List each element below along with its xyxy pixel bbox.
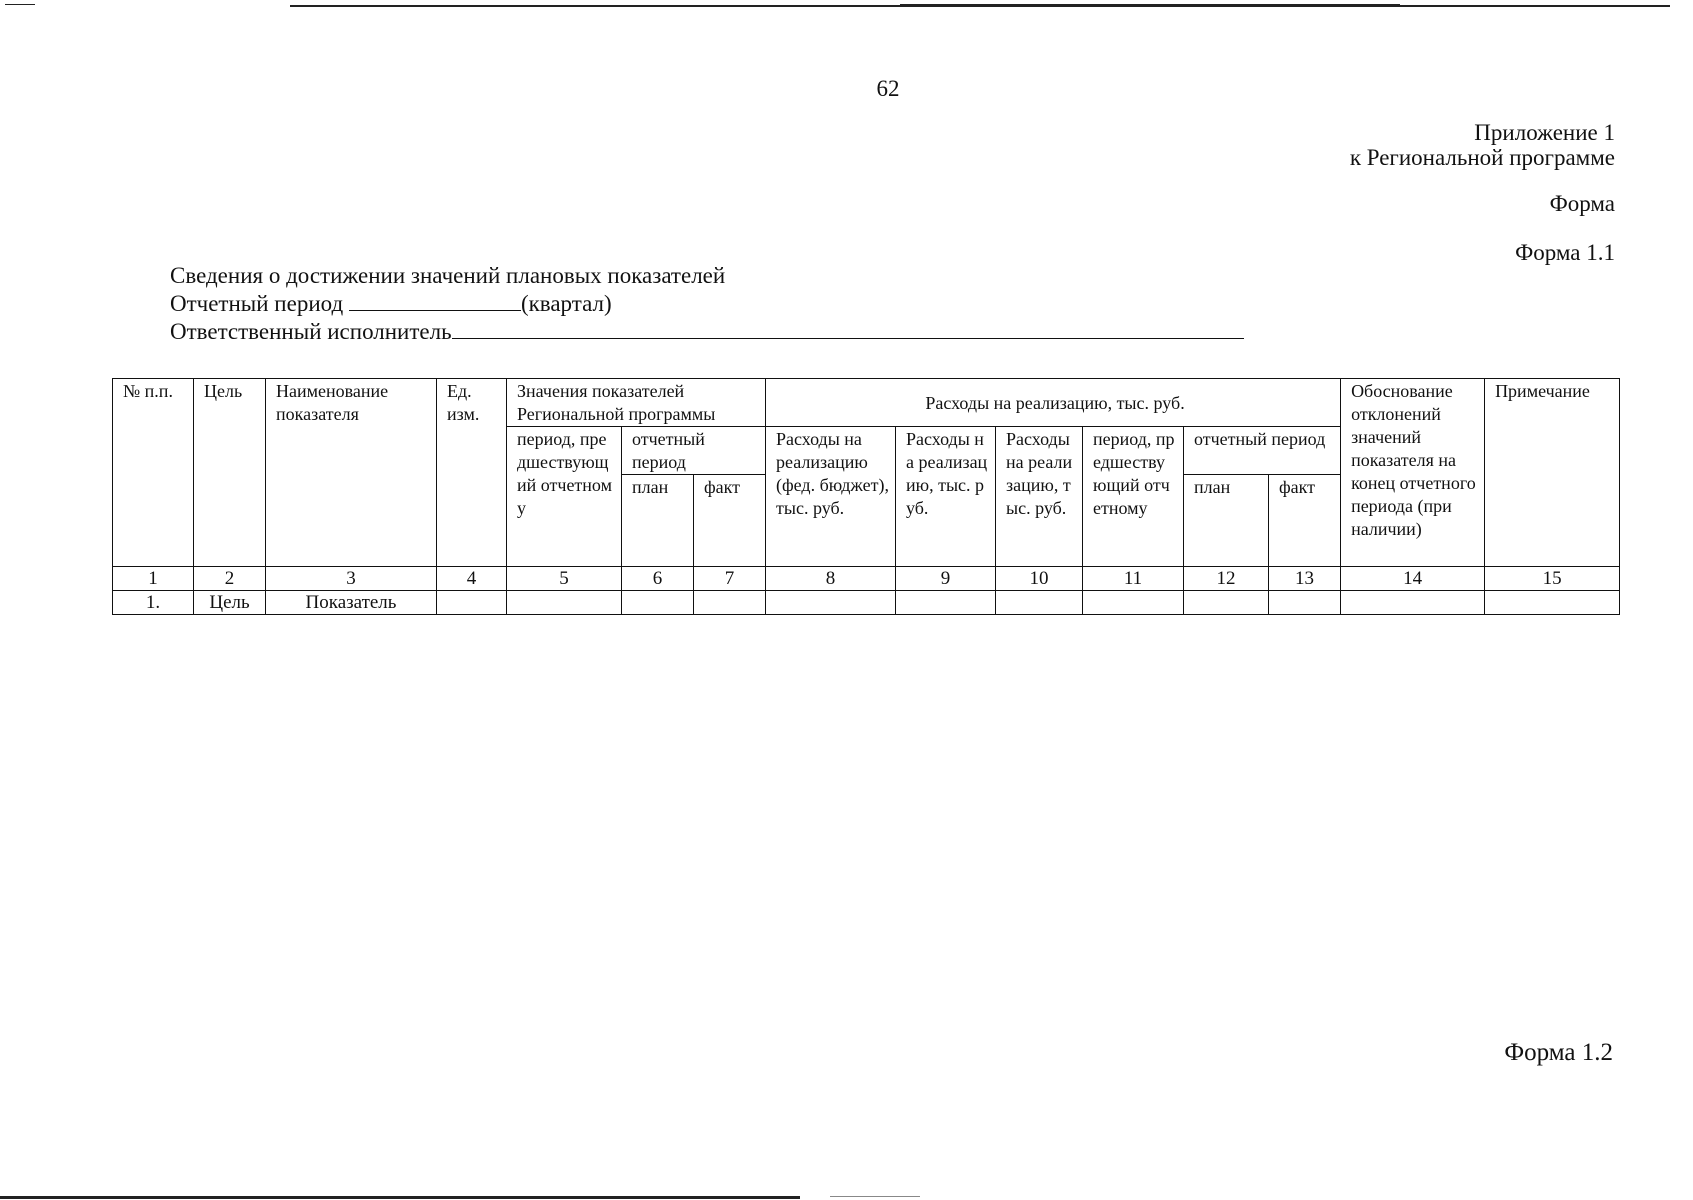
appendix-caption (1350, 120, 1615, 170)
col-number: 15 (1485, 567, 1620, 591)
next-form-number: Форма 1.2 (1504, 1039, 1613, 1066)
row-cell-empty (437, 591, 507, 615)
scan-border-bottom-faint (830, 1196, 920, 1197)
row-cell-empty (1083, 591, 1184, 615)
col-number: 7 (694, 567, 766, 591)
period-label: Отчетный период (170, 291, 344, 316)
row-cell-empty (766, 591, 896, 615)
header-prev-period: период, предшествующий отчетному (507, 427, 622, 567)
header-expenses-prev-period: период, предшествующий отчетному (1083, 427, 1184, 567)
col-number: 13 (1269, 567, 1341, 591)
header-unit: Ед. изм. (437, 379, 507, 567)
row-goal: Цель (194, 591, 266, 615)
header-expenses-fed: Расходы на реализацию (фед. бюджет), тыс. руб. (766, 427, 896, 567)
period-suffix: (квартал) (520, 291, 612, 316)
header-expenses-col9: Расходы на реализацию, тыс. руб. (896, 427, 996, 567)
col-number: 9 (896, 567, 996, 591)
header-fact: факт (694, 475, 766, 567)
row-cell-empty (694, 591, 766, 615)
header-number: № п.п. (113, 379, 194, 567)
executor-line (170, 318, 1244, 346)
row-number: 1. (113, 591, 194, 615)
row-cell-empty (1485, 591, 1620, 615)
header-note: Примечание (1485, 379, 1620, 567)
executor-label: Ответственный исполнитель (170, 319, 452, 344)
table-row (113, 591, 1620, 615)
col-number: 12 (1184, 567, 1269, 591)
header-report-period: отчетный период (622, 427, 766, 475)
header-expenses-plan: план (1184, 475, 1269, 567)
row-indicator: Показатель (266, 591, 437, 615)
report-title: Сведения о достижении значений плановых показателей (170, 263, 726, 288)
col-number: 6 (622, 567, 694, 591)
col-number: 5 (507, 567, 622, 591)
executor-blank (452, 320, 1244, 339)
col-number: 8 (766, 567, 896, 591)
report-heading (170, 262, 1244, 346)
header-plan: план (622, 475, 694, 567)
col-number: 1 (113, 567, 194, 591)
col-number: 3 (266, 567, 437, 591)
header-justification: Обоснование отклонений значений показателя на конец отчетного периода (при наличии) (1341, 379, 1485, 567)
header-indicator-values: Значения показателей Региональной программы (507, 379, 766, 427)
header-indicator-name: Наименование показателя (266, 379, 437, 567)
row-cell-empty (996, 591, 1083, 615)
appendix-line-1: Приложение 1 (1474, 120, 1615, 145)
col-number: 14 (1341, 567, 1485, 591)
header-expenses-col10: Расходы на реализацию, тыс. руб. (996, 427, 1083, 567)
row-cell-empty (896, 591, 996, 615)
row-cell-empty (622, 591, 694, 615)
header-expenses-report-period: отчетный период (1184, 427, 1341, 475)
col-number: 2 (194, 567, 266, 591)
row-cell-empty (507, 591, 622, 615)
period-line (170, 290, 1244, 318)
indicators-table (112, 378, 1620, 615)
appendix-line-2: к Региональной программе (1349, 145, 1615, 170)
col-number: 11 (1083, 567, 1184, 591)
page-number: 62 (876, 76, 900, 101)
row-cell-empty (1269, 591, 1341, 615)
header-goal: Цель (194, 379, 266, 567)
period-blank (349, 292, 521, 311)
form-label: Форма (1549, 191, 1615, 216)
row-cell-empty (1184, 591, 1269, 615)
col-number: 4 (437, 567, 507, 591)
form-number: Форма 1.1 (1515, 240, 1615, 265)
header-expenses-fact: факт (1269, 475, 1341, 567)
row-cell-empty (1341, 591, 1485, 615)
col-number: 10 (996, 567, 1083, 591)
scan-border-bottom (0, 1196, 800, 1199)
column-number-row (113, 567, 1620, 591)
scan-border-top-thick (900, 4, 1400, 7)
scan-mark-corner (5, 4, 35, 5)
header-expenses: Расходы на реализацию, тыс. руб. (766, 379, 1341, 427)
